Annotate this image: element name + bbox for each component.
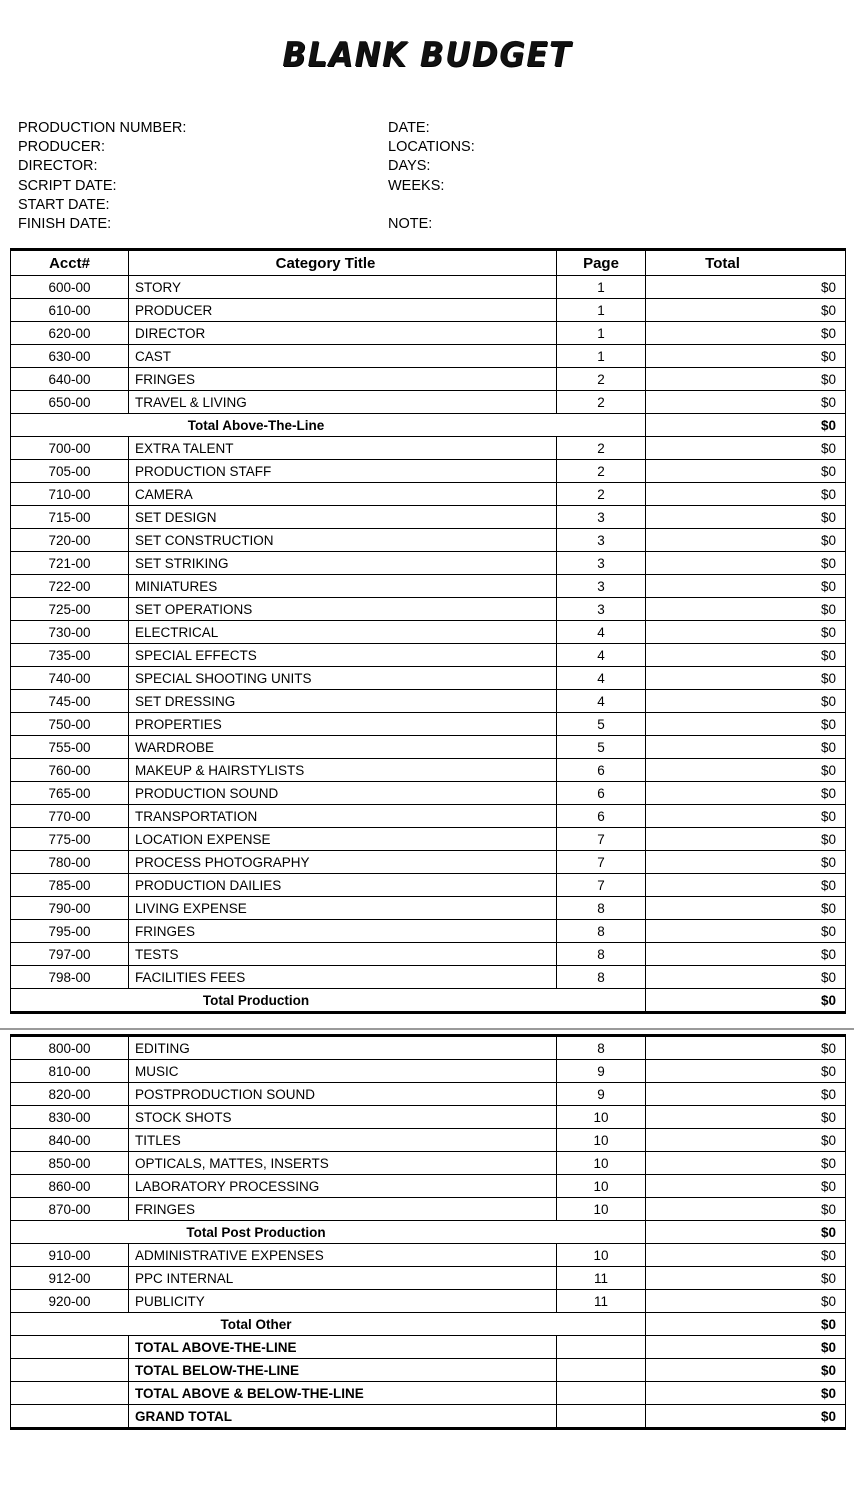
cell-page-number: 9 [557, 1060, 646, 1083]
cell-category-title: TOTAL ABOVE & BELOW-THE-LINE [129, 1382, 557, 1405]
cell-page-number: 10 [557, 1129, 646, 1152]
cell-total-amount: $0 [646, 1267, 846, 1290]
table-row [11, 598, 846, 621]
cell-page-number: 2 [557, 483, 646, 506]
cell-page-number: 5 [557, 713, 646, 736]
cell-total-amount: $0 [646, 483, 846, 506]
page-break-divider [0, 1028, 854, 1030]
table-row [11, 460, 846, 483]
cell-total-amount: $0 [646, 1244, 846, 1267]
cell-page-number: 8 [557, 966, 646, 989]
cell-page-number: 8 [557, 920, 646, 943]
table-row [11, 276, 846, 299]
cell-total-amount: $0 [646, 1129, 846, 1152]
cell-page-number: 10 [557, 1198, 646, 1221]
cell-total-amount: $0 [646, 391, 846, 414]
cell-page-number: 1 [557, 345, 646, 368]
table-row [11, 828, 846, 851]
cell-acct-number: 620-00 [11, 322, 129, 345]
cell-category-title: SET CONSTRUCTION [129, 529, 557, 552]
table-row [11, 1060, 846, 1083]
cell-page-number [557, 1336, 646, 1359]
cell-total-amount: $0 [646, 644, 846, 667]
cell-acct-number: 760-00 [11, 759, 129, 782]
cell-total-amount: $0 [646, 851, 846, 874]
cell-page-number: 3 [557, 575, 646, 598]
cell-total-amount: $0 [646, 506, 846, 529]
cell-category-title: CAMERA [129, 483, 557, 506]
cell-acct-number: 860-00 [11, 1175, 129, 1198]
cell-total-amount: $0 [646, 1290, 846, 1313]
cell-acct-number: 830-00 [11, 1106, 129, 1129]
cell-category-title: DIRECTOR [129, 322, 557, 345]
grand-total-row [11, 1405, 846, 1429]
cell-total-amount: $0 [646, 1336, 846, 1359]
cell-category-title: PRODUCTION SOUND [129, 782, 557, 805]
cell-total-amount: $0 [646, 805, 846, 828]
cell-acct-number: 630-00 [11, 345, 129, 368]
cell-category-title: STOCK SHOTS [129, 1106, 557, 1129]
table-row [11, 851, 846, 874]
cell-total-amount: $0 [646, 368, 846, 391]
table-row [11, 1175, 846, 1198]
subtotal-row [11, 1221, 846, 1244]
cell-page-number: 2 [557, 437, 646, 460]
budget-table-section-one-wrapper [0, 248, 854, 1014]
cell-category-title: TESTS [129, 943, 557, 966]
cell-page-number: 7 [557, 874, 646, 897]
cell-total-amount: $0 [646, 713, 846, 736]
cell-acct-number: 745-00 [11, 690, 129, 713]
column-header-category: Category Title [129, 250, 557, 276]
subtotal-row [11, 414, 846, 437]
cell-total-amount: $0 [646, 437, 846, 460]
cell-page-number: 3 [557, 529, 646, 552]
cell-total-amount: $0 [646, 322, 846, 345]
table-row [11, 1267, 846, 1290]
cell-page-number: 4 [557, 690, 646, 713]
table-row [11, 621, 846, 644]
subtotal-label: Total Post Production [11, 1221, 646, 1244]
table-row [11, 1036, 846, 1060]
cell-category-title: FRINGES [129, 1198, 557, 1221]
cell-acct-number: 785-00 [11, 874, 129, 897]
table-row [11, 690, 846, 713]
table-row [11, 759, 846, 782]
cell-category-title: POSTPRODUCTION SOUND [129, 1083, 557, 1106]
cell-acct-number: 700-00 [11, 437, 129, 460]
cell-total-amount: $0 [646, 667, 846, 690]
table-row [11, 644, 846, 667]
table-row [11, 1198, 846, 1221]
cell-page-number: 6 [557, 782, 646, 805]
field-date: DATE: [388, 120, 430, 136]
subtotal-label: Total Production [11, 989, 646, 1013]
cell-total-amount: $0 [646, 575, 846, 598]
cell-total-amount: $0 [646, 828, 846, 851]
table-row [11, 299, 846, 322]
cell-page-number: 7 [557, 828, 646, 851]
cell-acct-number: 800-00 [11, 1036, 129, 1060]
cell-acct-number: 798-00 [11, 966, 129, 989]
cell-category-title: EXTRA TALENT [129, 437, 557, 460]
cell-category-title: MUSIC [129, 1060, 557, 1083]
field-note: NOTE: [388, 215, 433, 232]
cell-category-title: STORY [129, 276, 557, 299]
table-row [11, 368, 846, 391]
cell-acct-number: 710-00 [11, 483, 129, 506]
page-title: BLANK BUDGET [282, 35, 572, 75]
cell-category-title: OPTICALS, MATTES, INSERTS [129, 1152, 557, 1175]
cell-acct-number: 780-00 [11, 851, 129, 874]
cell-page-number: 1 [557, 322, 646, 345]
table-row [11, 552, 846, 575]
table-row [11, 1083, 846, 1106]
cell-category-title: PROCESS PHOTOGRAPHY [129, 851, 557, 874]
table-row [11, 943, 846, 966]
cell-page-number: 2 [557, 460, 646, 483]
cell-acct-number: 722-00 [11, 575, 129, 598]
table-row [11, 713, 846, 736]
cell-acct-number: 720-00 [11, 529, 129, 552]
cell-acct-number: 610-00 [11, 299, 129, 322]
cell-page-number: 3 [557, 506, 646, 529]
cell-page-number: 1 [557, 299, 646, 322]
cell-category-title: FACILITIES FEES [129, 966, 557, 989]
table-row [11, 782, 846, 805]
cell-page-number: 4 [557, 644, 646, 667]
cell-acct-number: 600-00 [11, 276, 129, 299]
cell-total-amount: $0 [646, 529, 846, 552]
cell-category-title: FRINGES [129, 368, 557, 391]
cell-acct-number [11, 1359, 129, 1382]
table-row [11, 345, 846, 368]
cell-page-number: 7 [557, 851, 646, 874]
cell-acct-number: 730-00 [11, 621, 129, 644]
cell-acct-number [11, 1382, 129, 1405]
field-production-number: PRODUCTION NUMBER: [18, 120, 187, 136]
table-row [11, 805, 846, 828]
production-info-right-column [388, 119, 854, 234]
cell-page-number: 11 [557, 1290, 646, 1313]
cell-acct-number: 775-00 [11, 828, 129, 851]
cell-page-number: 3 [557, 552, 646, 575]
cell-total-amount: $0 [646, 1382, 846, 1405]
cell-category-title: PRODUCTION DAILIES [129, 874, 557, 897]
table-row [11, 1106, 846, 1129]
cell-page-number: 8 [557, 1036, 646, 1060]
cell-page-number [557, 1359, 646, 1382]
cell-page-number: 9 [557, 1083, 646, 1106]
table-row [11, 437, 846, 460]
cell-category-title: TITLES [129, 1129, 557, 1152]
table-row [11, 506, 846, 529]
cell-total-amount: $0 [646, 276, 846, 299]
cell-page-number: 4 [557, 621, 646, 644]
table-row [11, 736, 846, 759]
field-locations: LOCATIONS: [388, 139, 475, 156]
cell-page-number: 1 [557, 276, 646, 299]
cell-acct-number: 840-00 [11, 1129, 129, 1152]
cell-total-amount: $0 [646, 782, 846, 805]
cell-page-number [557, 1405, 646, 1429]
cell-category-title: TRAVEL & LIVING [129, 391, 557, 414]
cell-acct-number [11, 1405, 129, 1429]
cell-acct-number: 715-00 [11, 506, 129, 529]
field-producer: PRODUCER: [18, 139, 106, 156]
cell-acct-number: 650-00 [11, 391, 129, 414]
cell-category-title: EDITING [129, 1036, 557, 1060]
cell-acct-number: 735-00 [11, 644, 129, 667]
cell-acct-number: 640-00 [11, 368, 129, 391]
cell-category-title: GRAND TOTAL [129, 1405, 557, 1429]
table-row [11, 920, 846, 943]
table-row [11, 1129, 846, 1152]
table-row [11, 1152, 846, 1175]
cell-page-number: 10 [557, 1152, 646, 1175]
table-header-row [11, 250, 846, 276]
cell-total-amount: $0 [646, 345, 846, 368]
grand-total-row [11, 1382, 846, 1405]
cell-page-number: 4 [557, 667, 646, 690]
cell-acct-number: 705-00 [11, 460, 129, 483]
table-row [11, 391, 846, 414]
cell-category-title: PRODUCTION STAFF [129, 460, 557, 483]
cell-acct-number: 820-00 [11, 1083, 129, 1106]
budget-table-section-one [10, 248, 846, 1014]
cell-page-number: 10 [557, 1175, 646, 1198]
cell-category-title: PROPERTIES [129, 713, 557, 736]
field-weeks: WEEKS: [388, 177, 445, 194]
cell-total-amount: $0 [646, 1152, 846, 1175]
cell-category-title: TRANSPORTATION [129, 805, 557, 828]
cell-total-amount: $0 [646, 1083, 846, 1106]
cell-page-number: 11 [557, 1267, 646, 1290]
table-row [11, 483, 846, 506]
cell-total-amount: $0 [646, 1405, 846, 1429]
cell-page-number: 5 [557, 736, 646, 759]
cell-acct-number: 912-00 [11, 1267, 129, 1290]
cell-acct-number: 740-00 [11, 667, 129, 690]
column-header-acct: Acct# [11, 250, 129, 276]
cell-total-amount: $0 [646, 736, 846, 759]
cell-total-amount: $0 [646, 598, 846, 621]
cell-page-number: 2 [557, 391, 646, 414]
cell-total-amount: $0 [646, 690, 846, 713]
cell-category-title: SET DRESSING [129, 690, 557, 713]
cell-acct-number: 755-00 [11, 736, 129, 759]
cell-page-number: 10 [557, 1106, 646, 1129]
cell-category-title: SET STRIKING [129, 552, 557, 575]
field-days: DAYS: [388, 158, 431, 175]
column-header-page: Page [557, 250, 646, 276]
cell-category-title: ELECTRICAL [129, 621, 557, 644]
cell-acct-number [11, 1336, 129, 1359]
budget-table-section-two [10, 1034, 846, 1430]
subtotal-row [11, 989, 846, 1013]
table-row [11, 1244, 846, 1267]
cell-category-title: SPECIAL EFFECTS [129, 644, 557, 667]
table-row [11, 1290, 846, 1313]
cell-category-title: LIVING EXPENSE [129, 897, 557, 920]
cell-acct-number: 910-00 [11, 1244, 129, 1267]
grand-total-row [11, 1336, 846, 1359]
field-spacer [388, 196, 854, 215]
table-row [11, 575, 846, 598]
table-row [11, 322, 846, 345]
cell-acct-number: 795-00 [11, 920, 129, 943]
cell-total-amount: $0 [646, 920, 846, 943]
cell-page-number: 6 [557, 805, 646, 828]
cell-acct-number: 920-00 [11, 1290, 129, 1313]
cell-total-amount: $0 [646, 897, 846, 920]
table-row [11, 897, 846, 920]
cell-acct-number: 797-00 [11, 943, 129, 966]
cell-category-title: CAST [129, 345, 557, 368]
field-start-date: START DATE: [18, 196, 110, 213]
cell-total-amount: $0 [646, 759, 846, 782]
cell-total-amount: $0 [646, 874, 846, 897]
cell-page-number: 8 [557, 943, 646, 966]
table-row [11, 667, 846, 690]
cell-category-title: FRINGES [129, 920, 557, 943]
cell-page-number: 8 [557, 897, 646, 920]
cell-category-title: MINIATURES [129, 575, 557, 598]
subtotal-amount: $0 [646, 989, 846, 1013]
cell-category-title: TOTAL ABOVE-THE-LINE [129, 1336, 557, 1359]
cell-acct-number: 770-00 [11, 805, 129, 828]
field-finish-date: FINISH DATE: [18, 215, 112, 232]
cell-acct-number: 850-00 [11, 1152, 129, 1175]
cell-acct-number: 721-00 [11, 552, 129, 575]
cell-page-number: 10 [557, 1244, 646, 1267]
cell-total-amount: $0 [646, 1198, 846, 1221]
cell-category-title: SET DESIGN [129, 506, 557, 529]
cell-acct-number: 750-00 [11, 713, 129, 736]
cell-category-title: MAKEUP & HAIRSTYLISTS [129, 759, 557, 782]
cell-total-amount: $0 [646, 1106, 846, 1129]
production-info-block [0, 119, 854, 234]
subtotal-row [11, 1313, 846, 1336]
cell-category-title: PRODUCER [129, 299, 557, 322]
cell-acct-number: 725-00 [11, 598, 129, 621]
field-script-date: SCRIPT DATE: [18, 177, 117, 194]
cell-acct-number: 790-00 [11, 897, 129, 920]
production-info-left-column [18, 119, 388, 234]
subtotal-label: Total Other [11, 1313, 646, 1336]
cell-category-title: LOCATION EXPENSE [129, 828, 557, 851]
cell-acct-number: 765-00 [11, 782, 129, 805]
cell-acct-number: 870-00 [11, 1198, 129, 1221]
table-row [11, 966, 846, 989]
cell-total-amount: $0 [646, 1359, 846, 1382]
cell-page-number [557, 1382, 646, 1405]
cell-page-number: 2 [557, 368, 646, 391]
cell-total-amount: $0 [646, 943, 846, 966]
table-row [11, 529, 846, 552]
cell-total-amount: $0 [646, 966, 846, 989]
cell-total-amount: $0 [646, 621, 846, 644]
subtotal-amount: $0 [646, 1221, 846, 1244]
cell-category-title: TOTAL BELOW-THE-LINE [129, 1359, 557, 1382]
cell-category-title: ADMINISTRATIVE EXPENSES [129, 1244, 557, 1267]
cell-category-title: LABORATORY PROCESSING [129, 1175, 557, 1198]
subtotal-label: Total Above-The-Line [11, 414, 646, 437]
field-director: DIRECTOR: [18, 158, 98, 175]
cell-total-amount: $0 [646, 460, 846, 483]
cell-category-title: SPECIAL SHOOTING UNITS [129, 667, 557, 690]
cell-total-amount: $0 [646, 1036, 846, 1060]
subtotal-amount: $0 [646, 1313, 846, 1336]
table-row [11, 874, 846, 897]
cell-category-title: WARDROBE [129, 736, 557, 759]
cell-total-amount: $0 [646, 1175, 846, 1198]
budget-table-section-two-wrapper [0, 1034, 854, 1430]
cell-total-amount: $0 [646, 552, 846, 575]
cell-category-title: PUBLICITY [129, 1290, 557, 1313]
grand-total-row [11, 1359, 846, 1382]
cell-category-title: PPC INTERNAL [129, 1267, 557, 1290]
cell-page-number: 3 [557, 598, 646, 621]
column-header-total: Total [646, 250, 846, 276]
cell-total-amount: $0 [646, 1060, 846, 1083]
cell-total-amount: $0 [646, 299, 846, 322]
cell-category-title: SET OPERATIONS [129, 598, 557, 621]
subtotal-amount: $0 [646, 414, 846, 437]
cell-page-number: 6 [557, 759, 646, 782]
cell-acct-number: 810-00 [11, 1060, 129, 1083]
